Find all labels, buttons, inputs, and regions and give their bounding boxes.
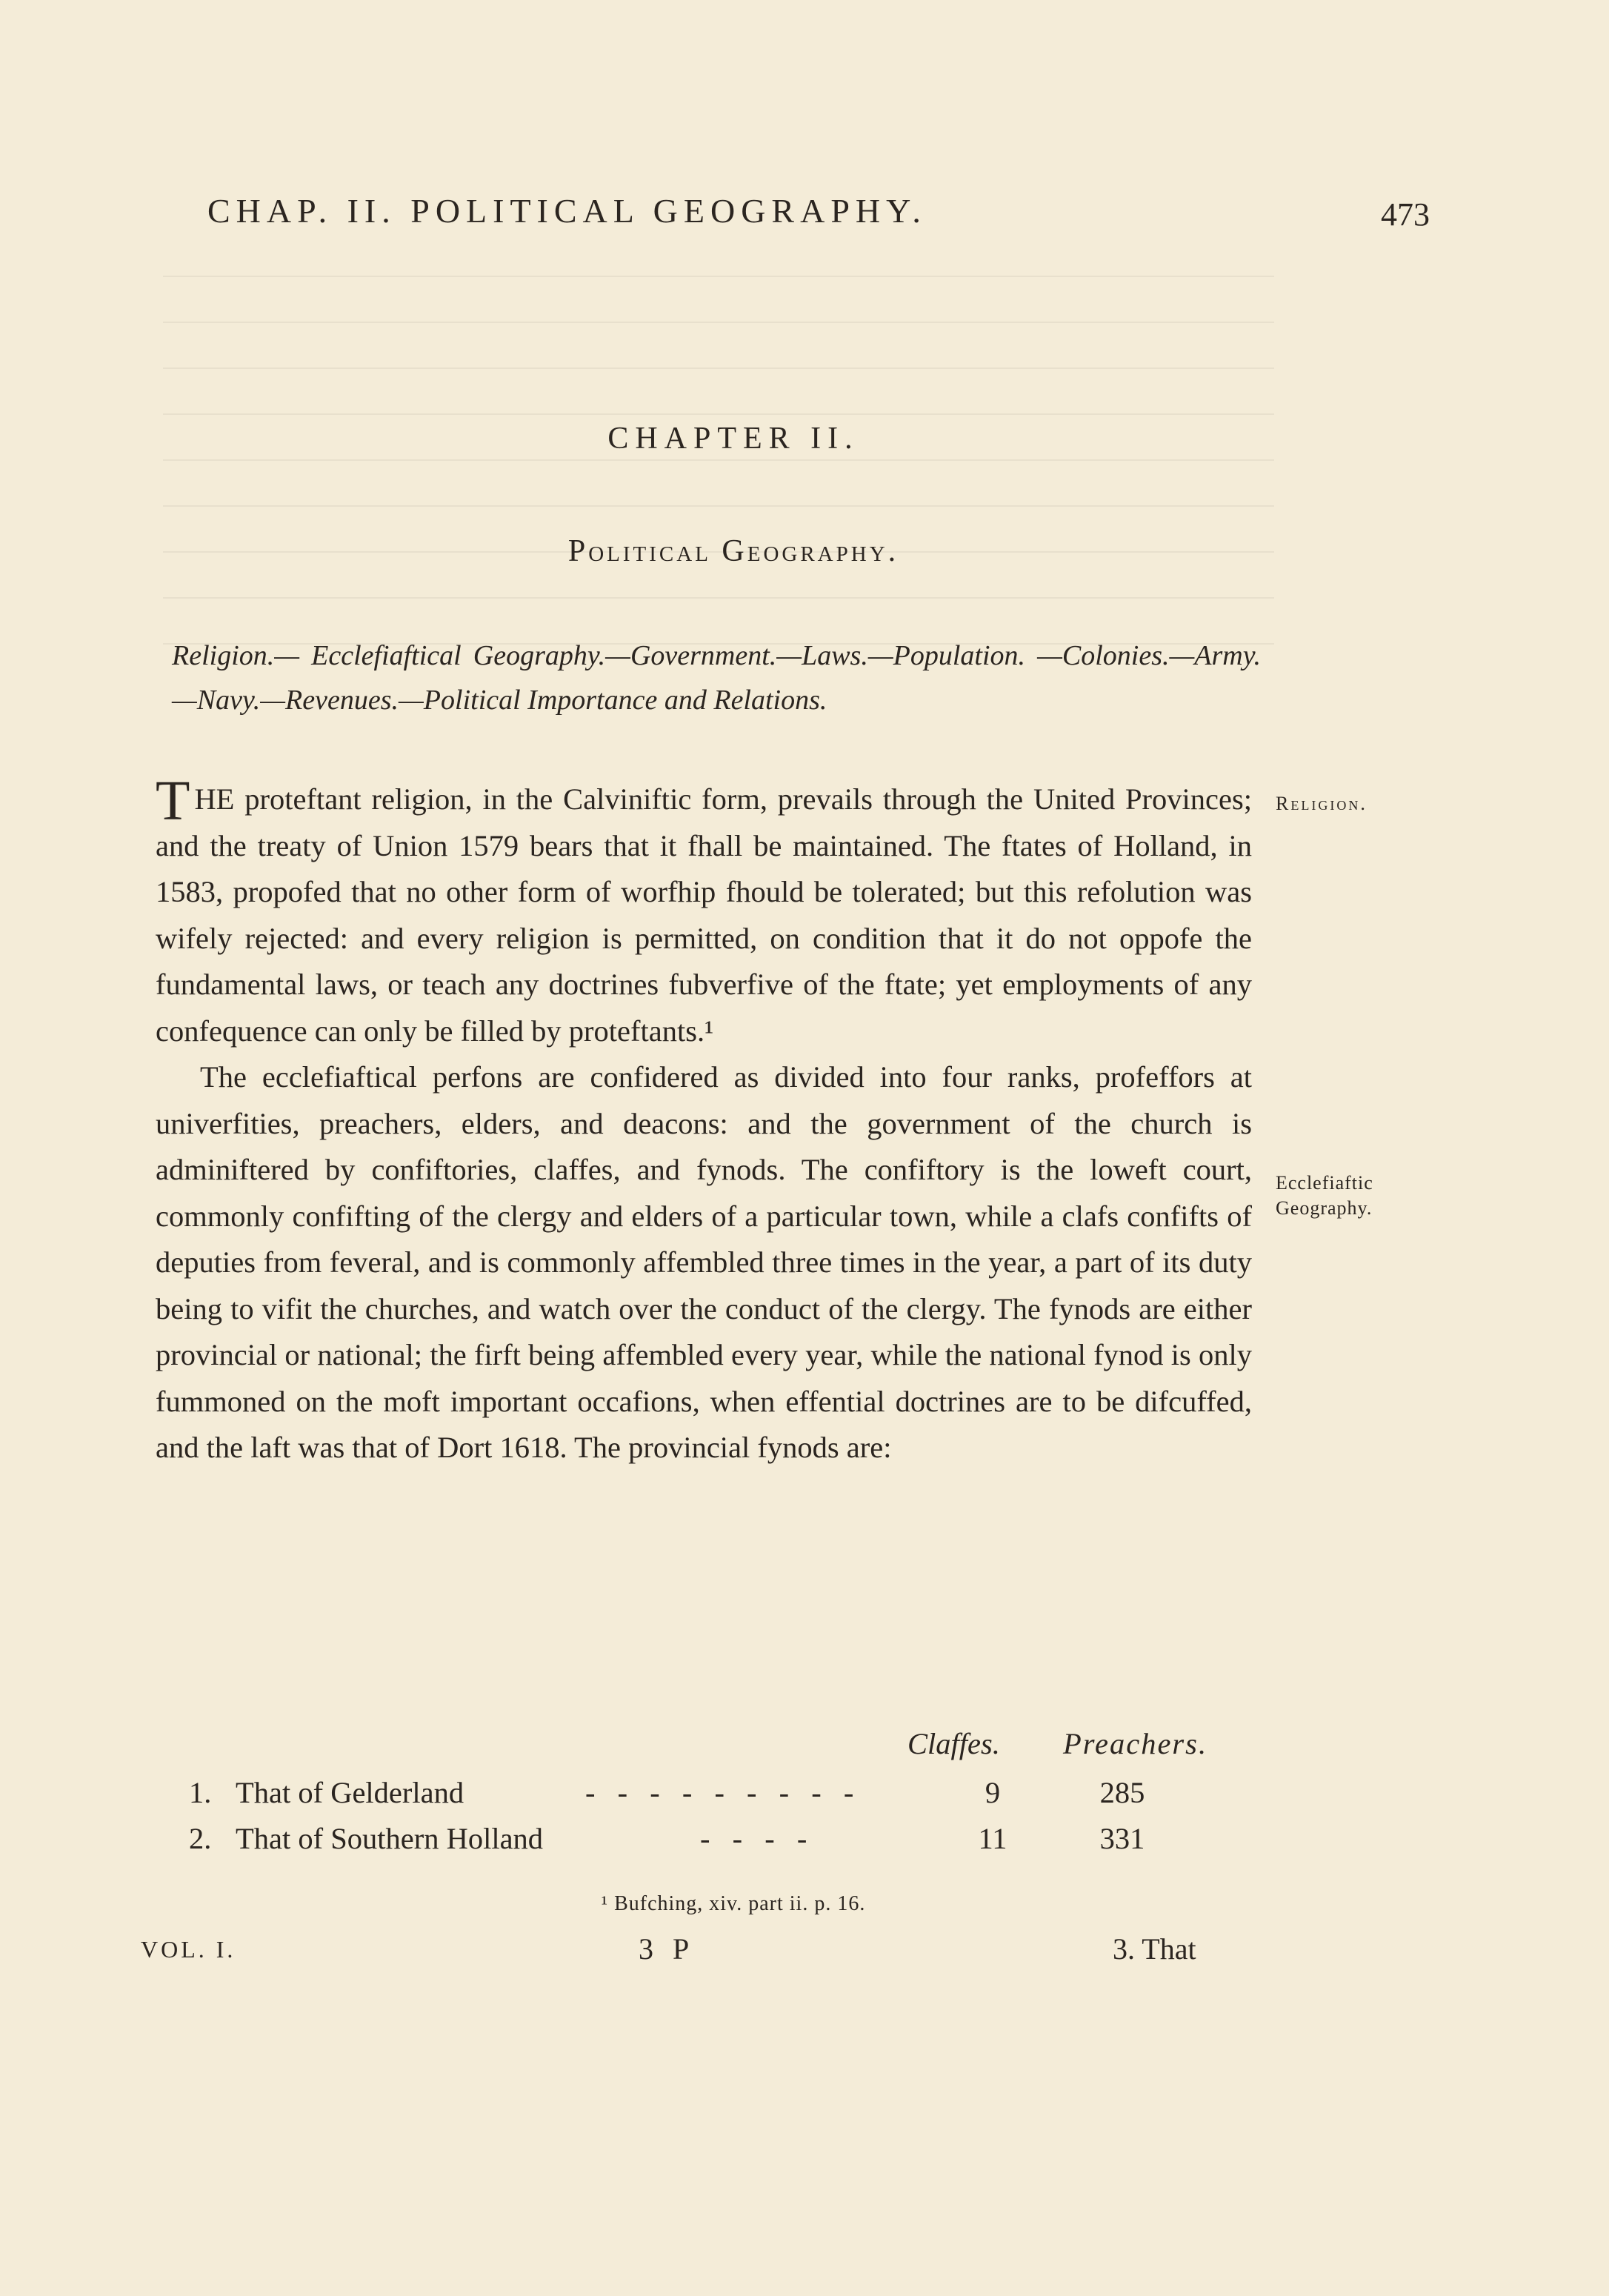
- section-heading: Political Geography.: [567, 534, 899, 568]
- page-footer: [141, 1931, 1252, 1976]
- row-preachers: 285: [1099, 1776, 1145, 1809]
- row-preachers: 331: [1099, 1822, 1145, 1855]
- chapter-summary: Religion.— Ecclefiaftical Geography.—Government.—Laws.—Population. —Colonies.—Army.—Navy.—Revenues.—Political Importance and Relations.: [172, 640, 1261, 716]
- sidenote-religion: Religion.: [1276, 793, 1368, 814]
- catchword: 3. That: [1113, 1932, 1196, 1966]
- table-row: [156, 1775, 1252, 1820]
- sidenote-ecclesiastic-geography: Ecclefiaftic Geography.: [1276, 1172, 1373, 1219]
- footnote: ¹ Bufching, xiv. part ii. p. 16.: [601, 1892, 866, 1915]
- row-name: That of Southern Holland: [236, 1822, 544, 1855]
- row-classes: 11: [978, 1822, 1007, 1855]
- chapter-heading: CHAPTER II.: [607, 422, 859, 456]
- table-header: [156, 1726, 1252, 1771]
- row-leader: - - - - - - - - -: [585, 1776, 862, 1809]
- column-header-classes: Claffes.: [907, 1727, 1000, 1760]
- column-header-preachers: Preachers.: [1063, 1727, 1208, 1760]
- volume-mark: VOL. I.: [141, 1936, 236, 1963]
- signature-mark: 3 P: [639, 1932, 696, 1966]
- row-name: That of Gelderland: [236, 1776, 464, 1809]
- row-number: 2.: [189, 1822, 212, 1855]
- running-head: [207, 191, 1430, 243]
- table-row: [156, 1821, 1252, 1866]
- running-title: CHAP. II. POLITICAL GEOGRAPHY.: [207, 192, 927, 230]
- page-number: 473: [1381, 196, 1430, 233]
- row-number: 1.: [189, 1776, 212, 1809]
- row-leader: - - - -: [700, 1822, 815, 1855]
- drop-cap: T: [156, 770, 190, 832]
- body-text: [156, 770, 1252, 1471]
- paragraph-religion: [156, 770, 1252, 1054]
- row-classes: 9: [985, 1776, 1001, 1809]
- paragraph-text: HE proteftant religion, in the Calviniftic form, prevails through the United Provinces; and the treaty of Union 1579 bears that it fhall be maintained. The ftates of Holland, in 1583, propofed that no other form of worfhip fhould be tolerated; but this refolution was wifely rejected: and every religion is permitted, on condition that it do not oppofe the fundamental laws, or teach any doctrines fubverfive of the ftate; yet employments of any confequence can only be filled by proteftants.¹: [156, 782, 1252, 1048]
- paragraph-ecclesiastic: The ecclefiaftical perfons are confidered as divided into four ranks, profeffors at univerfities, preachers, elders, and deacons: and the government of the church is adminiftered by confiftories, claffes, and fynods. The confiftory is the loweft court, commonly confifting of the clergy and elders of a particular town, while a clafs confifts of deputies from feveral, and is commonly affembled three times in the year, a part of its duty being to vifit the churches, and watch over the conduct of the clergy. The fynods are either provincial or national; the firft being affembled every year, while the national fynod is only fummoned on the moft important occafions, when effential doctrines are to be difcuffed, and the laft was that of Dort 1618. The provincial fynods are:: [156, 1060, 1252, 1464]
